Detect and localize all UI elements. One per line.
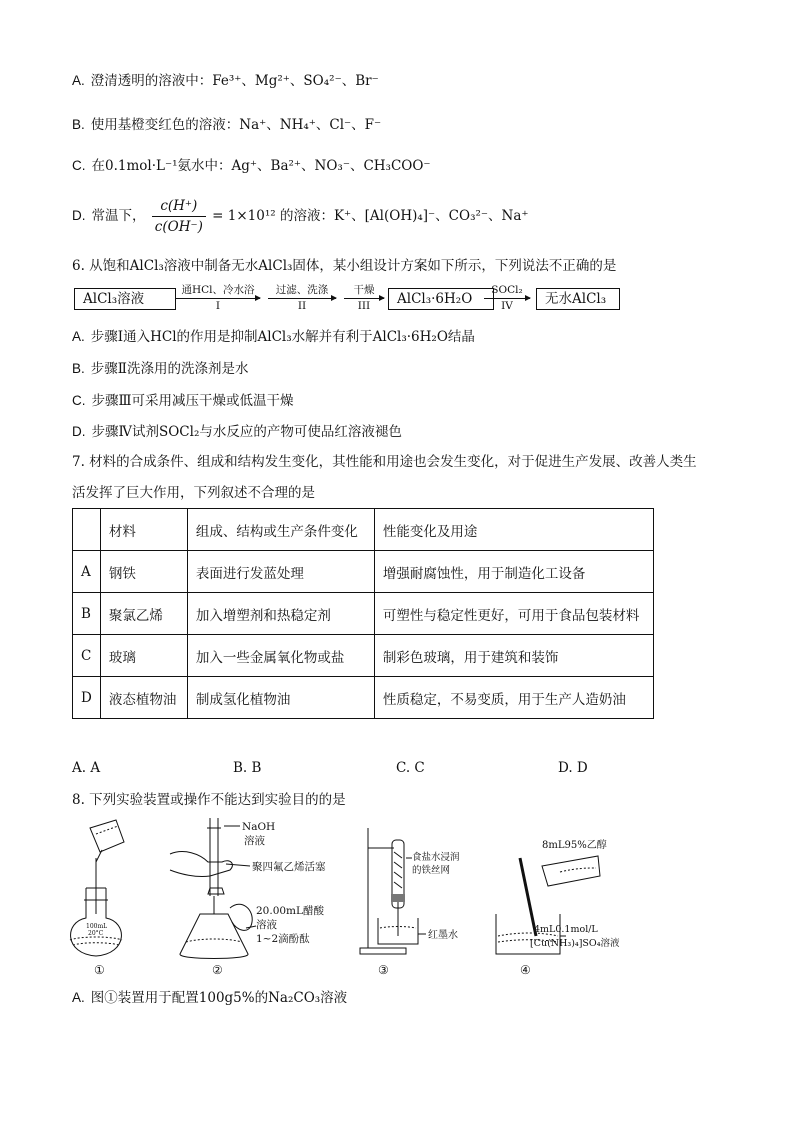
svg-text:1~2滴酚酞: 1~2滴酚酞 [256, 933, 310, 945]
q7-table [72, 508, 654, 719]
svg-text:溶液: 溶液 [244, 835, 265, 847]
q6-option-c: C. 步骤Ⅲ可采用减压干燥或低温干燥 [72, 393, 294, 409]
table-row: A 钢铁 表面进行发蓝处理 增强耐腐蚀性，用于制造化工设备 [73, 551, 654, 593]
svg-text:的铁丝网: 的铁丝网 [412, 865, 451, 876]
svg-text:20°C: 20°C [88, 930, 104, 937]
table-row: B 聚氯乙烯 加入增塑剂和热稳定剂 可塑性与稳定性更好，可用于食品包装材料 [73, 593, 654, 635]
q6-stem: 6. 从饱和AlCl₃溶液中制备无水AlCl₃固体，某小组设计方案如下所示，下列说法不正确的是 [72, 258, 617, 274]
svg-text:红墨水: 红墨水 [428, 930, 458, 941]
svg-text:100mL: 100mL [86, 923, 108, 930]
q7-choice-b: B. B [233, 760, 262, 776]
flow-arrow-4: SOCl₂ IV [484, 284, 530, 324]
table-header-row: 材料 组成、结构或生产条件变化 性能变化及用途 [73, 509, 654, 551]
flow-start-box: AlCl₃溶液 [74, 288, 176, 310]
q7-choice-a: A. A [72, 760, 101, 776]
q7-stem-line2: 活发挥了巨大作用，下列叙述不合理的是 [72, 485, 315, 501]
q5-option-d: D. 常温下， $\frac{c(H^+)}{c(OH^-)}$ = 1×10¹² 的溶液：K⁺、[Al(OH)₄]⁻、CO₃²⁻、Na⁺ [72, 198, 529, 235]
flow-mid-box: AlCl₃·6H₂O [388, 288, 494, 310]
q6-option-a: A. 步骤Ⅰ通入HCl的作用是抑制AlCl₃水解并有利于AlCl₃·6H₂O结晶 [72, 329, 475, 345]
q5-option-c: C. 在0.1mol·L⁻¹氨水中：Ag⁺、Ba²⁺、NO₃⁻、CH₃COO⁻ [72, 158, 431, 174]
flow-arrow-3: 干燥 III [344, 284, 384, 324]
q5-option-a: A. 澄清透明的溶液中：Fe³⁺、Mg²⁺、SO₄²⁻、Br⁻ [72, 73, 379, 89]
q8-apparatus-figures [60, 818, 640, 978]
ion-ratio-fraction: $\frac{c(H^+)}{c(OH^-)}$ [152, 196, 206, 237]
svg-text:溶液: 溶液 [256, 919, 277, 931]
q8-stem: 8. 下列实验装置或操作不能达到实验目的的是 [72, 792, 346, 808]
svg-text:③: ③ [378, 963, 389, 977]
svg-text:①: ① [94, 963, 105, 977]
q7-stem-line1: 7. 材料的合成条件、组成和结构发生变化，其性能和用途也会发生变化，对于促进生产发展、改善人类生 [72, 454, 697, 470]
table-row: D 液态植物油 制成氢化植物油 性质稳定，不易变质，用于生产人造奶油 [73, 677, 654, 719]
q6-option-d: D. 步骤Ⅳ试剂SOCl₂与水反应的产物可使品红溶液褪色 [72, 424, 402, 440]
svg-text:8mL95%乙醇: 8mL95%乙醇 [542, 840, 607, 851]
q6-flow-diagram [74, 284, 634, 324]
svg-text:NaOH: NaOH [242, 821, 276, 833]
svg-text:[Cu(NH₃)₄]SO₄溶液: [Cu(NH₃)₄]SO₄溶液 [530, 938, 620, 949]
q7-choice-c: C. C [396, 760, 425, 776]
svg-text:4mL0.1mol/L: 4mL0.1mol/L [534, 924, 598, 935]
svg-text:④: ④ [520, 963, 531, 977]
q7-choice-d: D. D [558, 760, 588, 776]
q6-option-b: B. 步骤Ⅱ洗涤用的洗涤剂是水 [72, 361, 249, 377]
corrosion-figure [360, 828, 426, 954]
table-row: C 玻璃 加入一些金属氧化物或盐 制彩色玻璃，用于建筑和装饰 [73, 635, 654, 677]
svg-text:②: ② [212, 963, 223, 977]
q5-option-b: B. 使用基橙变红色的溶液：Na⁺、NH₄⁺、Cl⁻、F⁻ [72, 117, 382, 133]
flow-arrow-1: 通HCl、冷水浴 I [176, 284, 260, 324]
apparatus-svg [60, 818, 640, 978]
q8-option-a: A. 图①装置用于配置100g5%的Na₂CO₃溶液 [72, 990, 348, 1006]
svg-text:食盐水浸润: 食盐水浸润 [412, 852, 460, 863]
flow-arrow-2: 过滤、洗涤 II [268, 284, 336, 324]
flow-end-box: 无水AlCl₃ [536, 288, 620, 310]
svg-text:20.00mL醋酸: 20.00mL醋酸 [256, 905, 324, 917]
svg-text:聚四氟乙烯活塞: 聚四氟乙烯活塞 [252, 861, 326, 873]
